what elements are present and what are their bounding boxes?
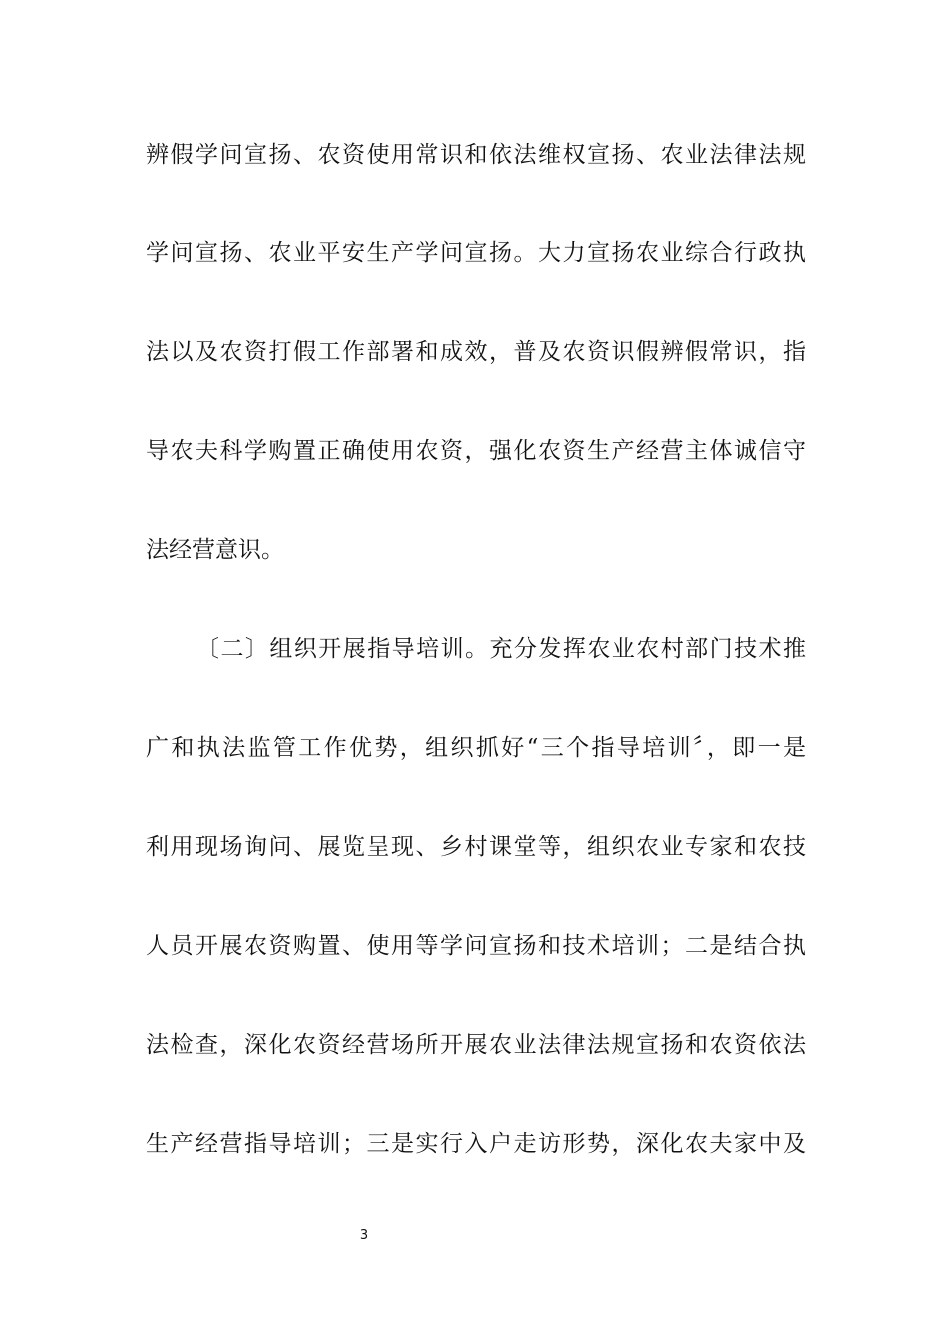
paragraph-line: 人员开展农资购置、使用等学问宣扬和技术培训；二是结合执 [146,933,806,959]
paragraph-line: 法经营意识。 [146,537,284,563]
paragraph-line: 学问宣扬、农业平安生产学问宣扬。大力宣扬农业综合行政执 [146,240,806,266]
paragraph-line: 法检查，深化农资经营场所开展农业法律法规宣扬和农资依法 [146,1032,806,1058]
page-number: 3 [359,1228,369,1243]
paragraph-heading-line: 〔二〕组织开展指导培训。充分发挥农业农村部门技术推 [196,636,806,662]
paragraph-line: 法以及农资打假工作部署和成效，普及农资识假辨假常识，指 [146,339,806,365]
paragraph-line: 导农夫科学购置正确使用农资，强化农资生产经营主体诚信守 [146,438,806,464]
paragraph-line: 利用现场询问、展览呈现、乡村课堂等，组织农业专家和农技 [146,834,806,860]
paragraph-line: 辨假学问宣扬、农资使用常识和依法维权宣扬、农业法律法规 [146,142,806,168]
paragraph-line: 生产经营指导培训；三是实行入户走访形势，深化农夫家中及 [146,1131,806,1157]
paragraph-line: 广和执法监管工作优势，组织抓好“三个指导培训〞，即一是 [146,735,806,761]
